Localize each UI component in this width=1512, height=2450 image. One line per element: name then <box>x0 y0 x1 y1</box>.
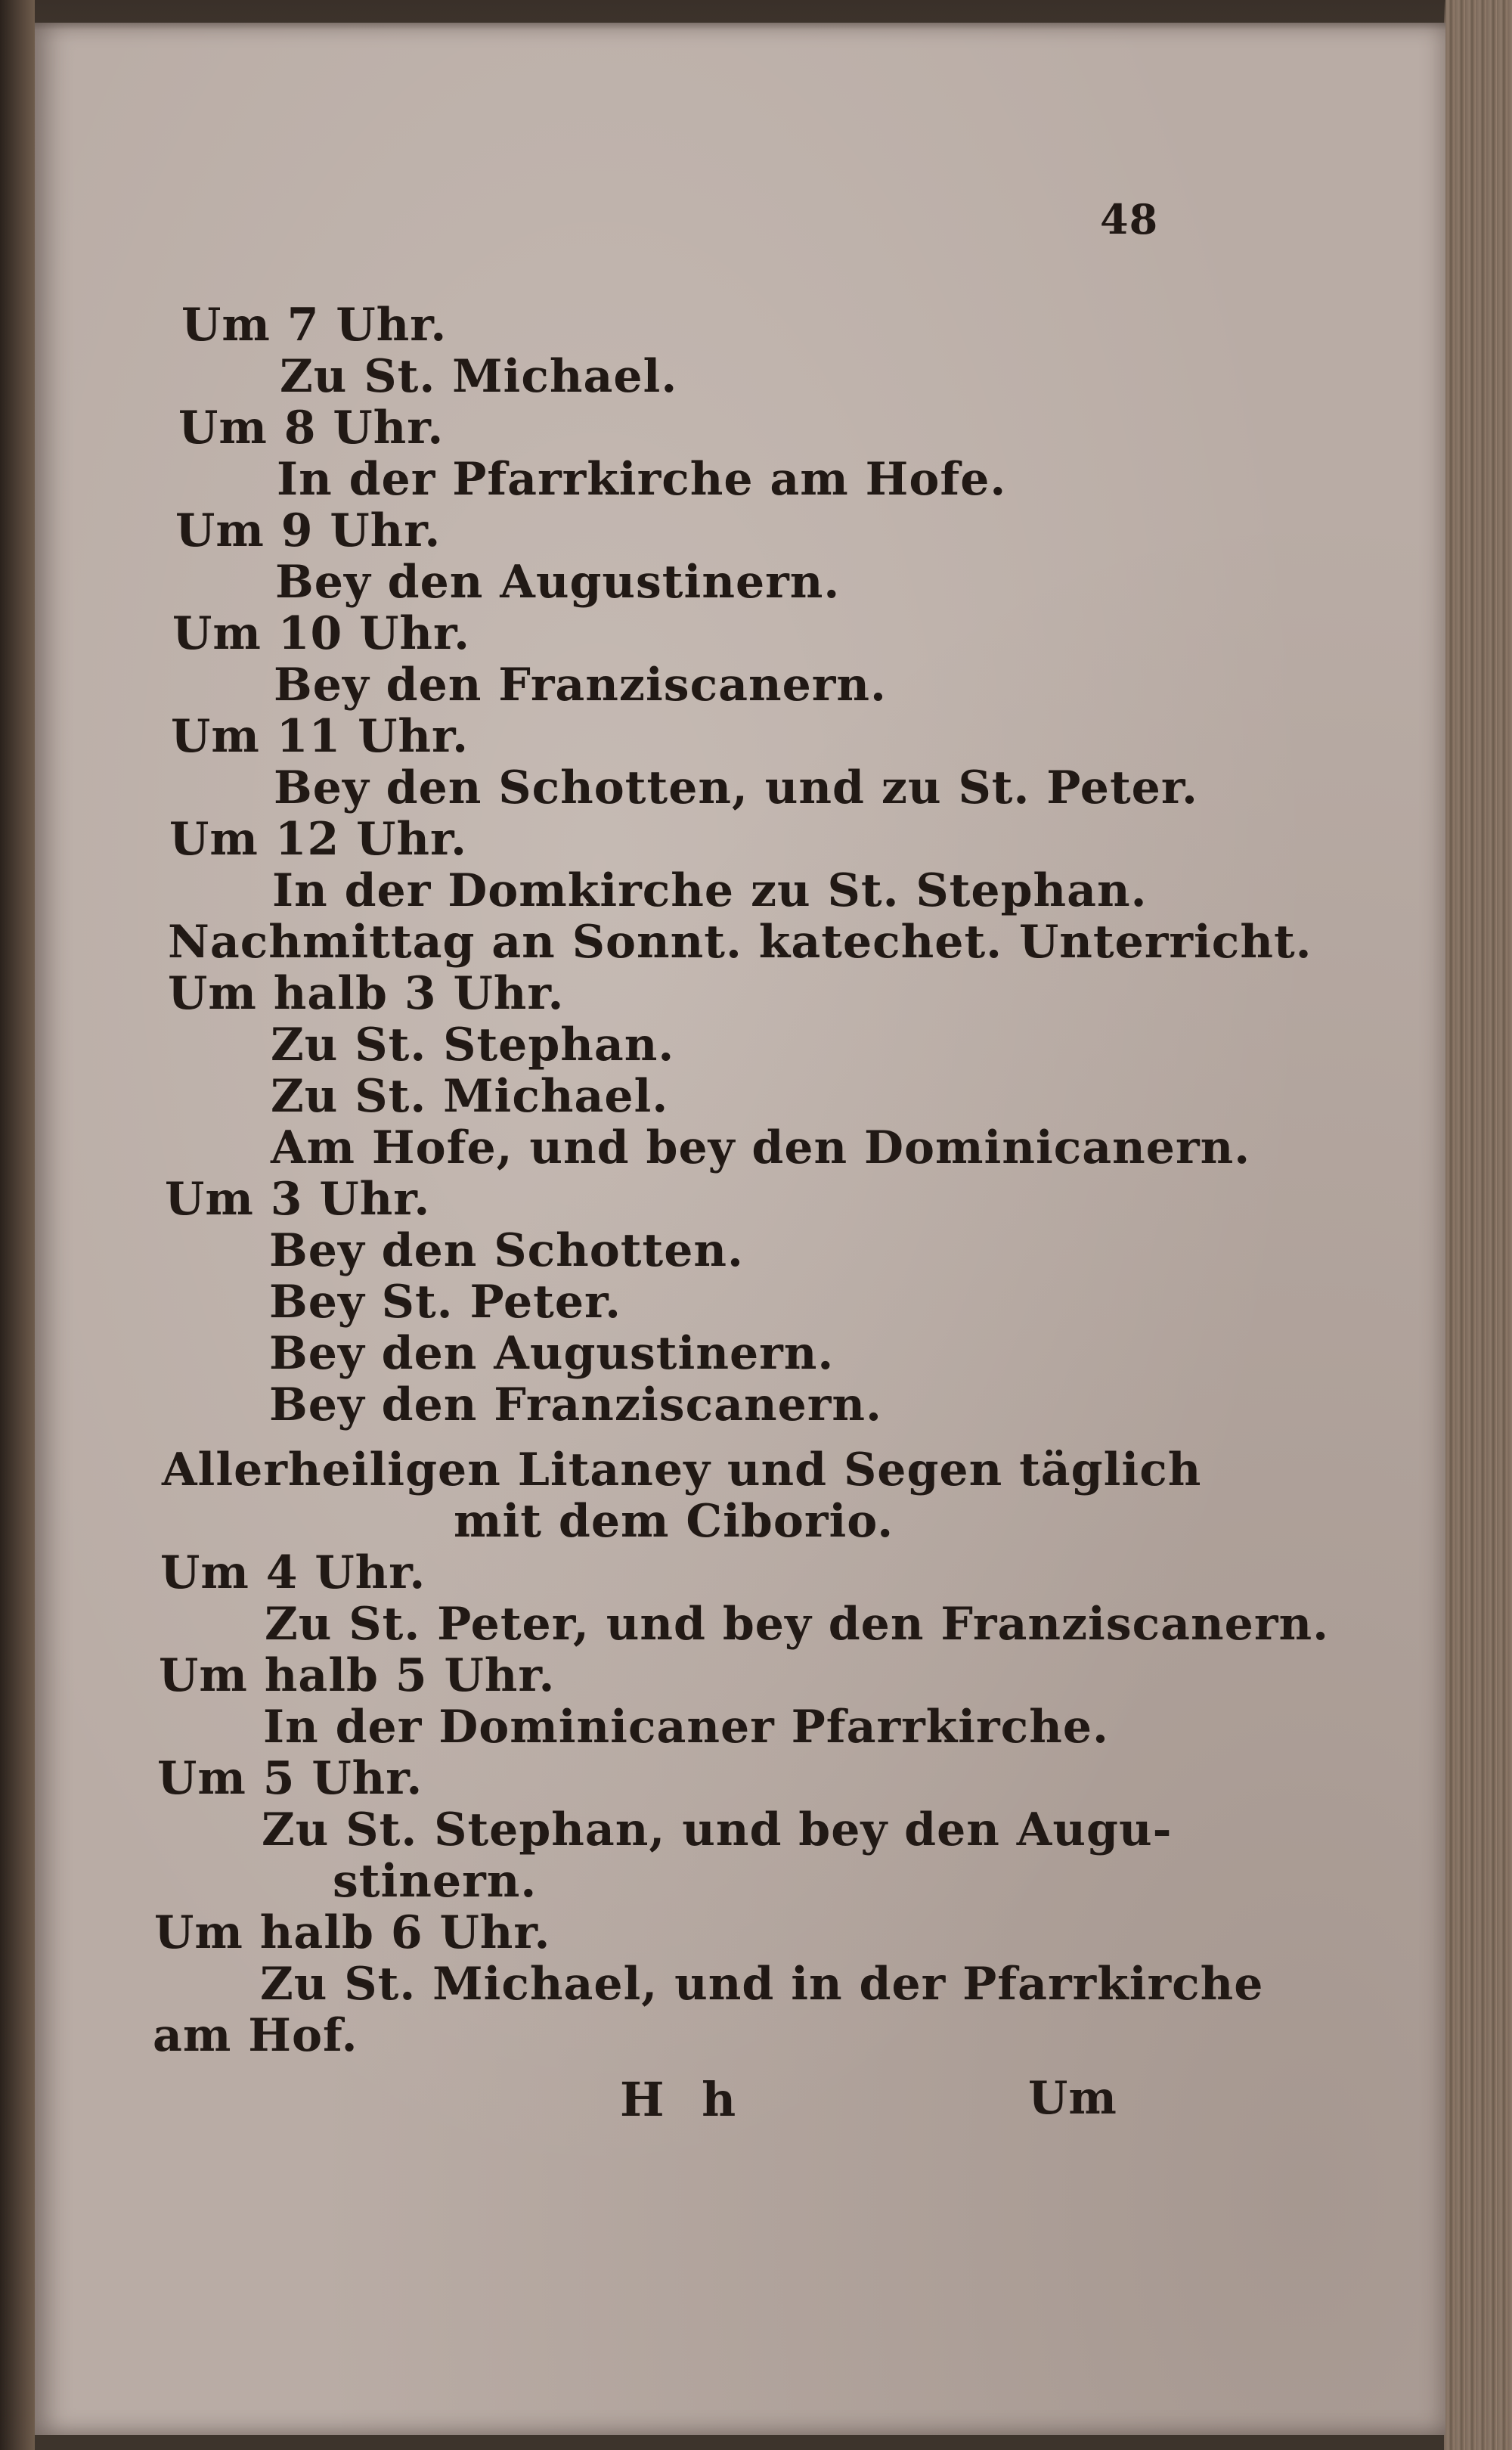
text-line-29: Um 5 Uhr. <box>157 1752 423 1805</box>
book-binding-edge <box>0 0 35 2450</box>
text-line-17: Am Hofe, und bey den Dominicanern. <box>271 1121 1251 1174</box>
text-line-24: mit dem Ciborio. <box>454 1495 894 1548</box>
text-line-23: Allerheiligen Litaney und Segen täglich <box>162 1444 1202 1496</box>
text-line-20: Bey St. Peter. <box>269 1276 622 1329</box>
text-line-6: Bey den Augustinern. <box>275 556 841 609</box>
text-line-11: Um 12 Uhr. <box>169 813 468 866</box>
text-line-28: In der Dominicaner Pfarrkirche. <box>263 1701 1109 1754</box>
text-line-7: Um 10 Uhr. <box>172 607 471 660</box>
text-line-27: Um halb 5 Uhr. <box>159 1649 556 1702</box>
page-stack-edge <box>1444 0 1512 2450</box>
text-line-4: In der Pfarrkirche am Hofe. <box>277 453 1007 506</box>
text-line-25: Um 4 Uhr. <box>160 1546 426 1599</box>
text-line-22: Bey den Franziscanern. <box>269 1379 882 1431</box>
catchword: Um <box>1028 2072 1117 2125</box>
text-line-9: Um 11 Uhr. <box>171 710 469 763</box>
signature-mark: H h <box>620 2072 747 2127</box>
text-line-10: Bey den Schotten, und zu St. Peter. <box>274 761 1198 814</box>
text-line-1: Um 7 Uhr. <box>181 299 448 352</box>
text-line-21: Bey den Augustinern. <box>269 1327 835 1380</box>
text-line-2: Zu St. Michael. <box>280 350 678 403</box>
page-number: 48 <box>1100 195 1159 243</box>
text-line-16: Zu St. Michael. <box>271 1070 669 1123</box>
text-line-31: stinern. <box>333 1855 538 1908</box>
top-edge-shadow <box>35 0 1445 30</box>
text-line-14: Um halb 3 Uhr. <box>168 967 565 1020</box>
text-line-13: Nachmittag an Sonnt. katechet. Unterricht. <box>168 916 1312 969</box>
text-line-26: Zu St. Peter, und bey den Franziscanern. <box>265 1598 1329 1651</box>
text-line-33: Zu St. Michael, und in der Pfarrkirche <box>260 1958 1264 2011</box>
text-line-12: In der Domkirche zu St. Stephan. <box>272 864 1148 917</box>
text-line-8: Bey den Franziscanern. <box>274 659 887 712</box>
text-line-32: Um halb 6 Uhr. <box>154 1906 551 1959</box>
text-line-19: Bey den Schotten. <box>269 1224 744 1277</box>
text-line-3: Um 8 Uhr. <box>178 402 445 454</box>
text-line-18: Um 3 Uhr. <box>165 1173 431 1226</box>
text-line-15: Zu St. Stephan. <box>271 1019 675 1071</box>
text-line-30: Zu St. Stephan, und bey den Augu- <box>262 1803 1173 1856</box>
text-line-34: am Hof. <box>153 2009 358 2062</box>
text-line-5: Um 9 Uhr. <box>175 504 442 557</box>
